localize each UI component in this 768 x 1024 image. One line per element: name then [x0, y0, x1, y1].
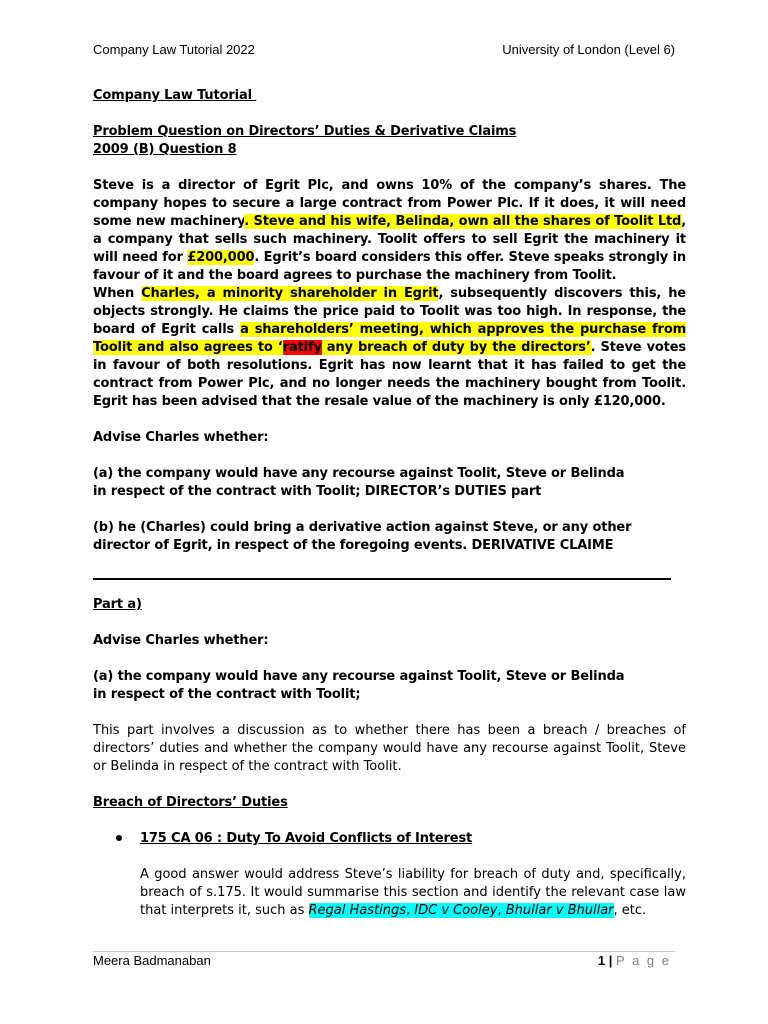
case-idc-v-cooley: IDC v Cooley [414, 903, 498, 918]
question-b-line-2: director of Egrit, in respect of the foregoing events. DERIVATIVE CLAIME [93, 538, 614, 553]
para1-text-2: , a company that sells such machinery. Toolit offers to sell Egrit the machinery it will need for [93, 214, 686, 265]
case-separator-2: , [497, 903, 506, 918]
para2-text-3: . Steve votes in favour of both resolutions. Egrit has now learnt that it has failed to get the contract from Power Plc, and no longer needs the machinery bought from Toolit. Egrit has been advised that the resale value of the machinery is only £120,000. [93, 340, 686, 409]
bullet-item-s175 [93, 830, 686, 848]
part-a-intro-paragraph: This part involves a discussion as to whether there has been a breach / breaches of directors’ duties and whether the company would have any recourse against Toolit, Steve or Belinda in respect of the contract with Toolit. [93, 723, 686, 774]
question-a-line-1: (a) the company would have any recourse against Toolit, Steve or Belinda [93, 466, 625, 481]
para2-highlight-meeting: a shareholders’ meeting, which approves the purchase from Toolit and also agrees to ‘ [93, 322, 686, 355]
para1-highlight-price: £200,000 [187, 250, 255, 265]
question-reference: 2009 (B) Question 8 [93, 142, 237, 157]
para2-highlight-breach: any breach of duty by the directors’ [321, 340, 591, 355]
question-heading: Problem Question on Directors’ Duties & Derivative Claims [93, 124, 517, 139]
breach-of-duties-heading: Breach of Directors’ Duties [93, 795, 288, 810]
page-label: P a g e [616, 953, 671, 968]
bullet-dot-icon [116, 835, 122, 841]
page-separator: | [605, 953, 617, 968]
question-a-line-2: in respect of the contract with Toolit; DIRECTOR’s DUTIES part [93, 484, 542, 499]
para2-text-2: , subsequently discovers this, he objects strongly. He claims the price paid to Toolit was too high. In response, the board of Egrit calls [93, 286, 686, 337]
s175-text-1: A good answer would address Steve’s liability for breach of duty and, specifically, breach of s.175. It would summarise this section and identify the relevant case law that interprets it, such as [140, 867, 686, 918]
case-separator-1: , [406, 903, 415, 918]
footer-page-indicator [598, 953, 671, 968]
page-number: 1 [597, 953, 606, 968]
s175-paragraph [93, 866, 686, 920]
question-a-repeat-line-1: (a) the company would have any recourse against Toolit, Steve or Belinda [93, 669, 625, 684]
question-b-line-1: (b) he (Charles) could bring a derivative action against Steve, or any other [93, 520, 632, 535]
case-bhullar-v-bhullar: Bhullar v Bhullar [505, 903, 614, 918]
advise-charles-heading-2: Advise Charles whether: [93, 633, 269, 648]
question-a-repeat-line-2: in respect of the contract with Toolit; [93, 687, 361, 702]
para1-text-1: Steve is a director of Egrit Plc, and owns 10% of the company’s shares. The company hopes to secure a large contract from Power Plc. If it does, it will need some new machinery [93, 178, 686, 229]
doc-title: Company Law Tutorial [93, 88, 257, 103]
para1-highlight-toolit: . Steve and his wife, Belinda, own all the shares of Toolit Ltd [244, 214, 682, 229]
header-right-text: University of London (Level 6) [502, 42, 675, 57]
para2-highlight-ratify: ratify [282, 340, 322, 355]
document-body [93, 87, 686, 920]
para2-text-1: When [93, 286, 142, 301]
footer-author: Meera Badmanaban [93, 953, 211, 968]
problem-paragraph-1 [93, 177, 686, 285]
advise-charles-heading: Advise Charles whether: [93, 430, 269, 445]
footer-divider [93, 951, 675, 952]
s175-heading: 175 CA 06 : Duty To Avoid Conflicts of Interest [140, 831, 473, 846]
para2-highlight-charles: Charles, a minority shareholder in Egrit [141, 286, 439, 301]
header-left-text: Company Law Tutorial 2022 [93, 42, 255, 57]
problem-paragraph-2 [93, 285, 686, 411]
case-regal-hastings: Regal Hastings [308, 903, 406, 918]
s175-text-2: , etc. [613, 903, 647, 918]
para1-text-3: . Egrit’s board considers this offer. Steve speaks strongly in favour of it and the board agrees to purchase the machinery from Toolit. [93, 250, 686, 283]
part-a-heading: Part a) [93, 597, 142, 612]
